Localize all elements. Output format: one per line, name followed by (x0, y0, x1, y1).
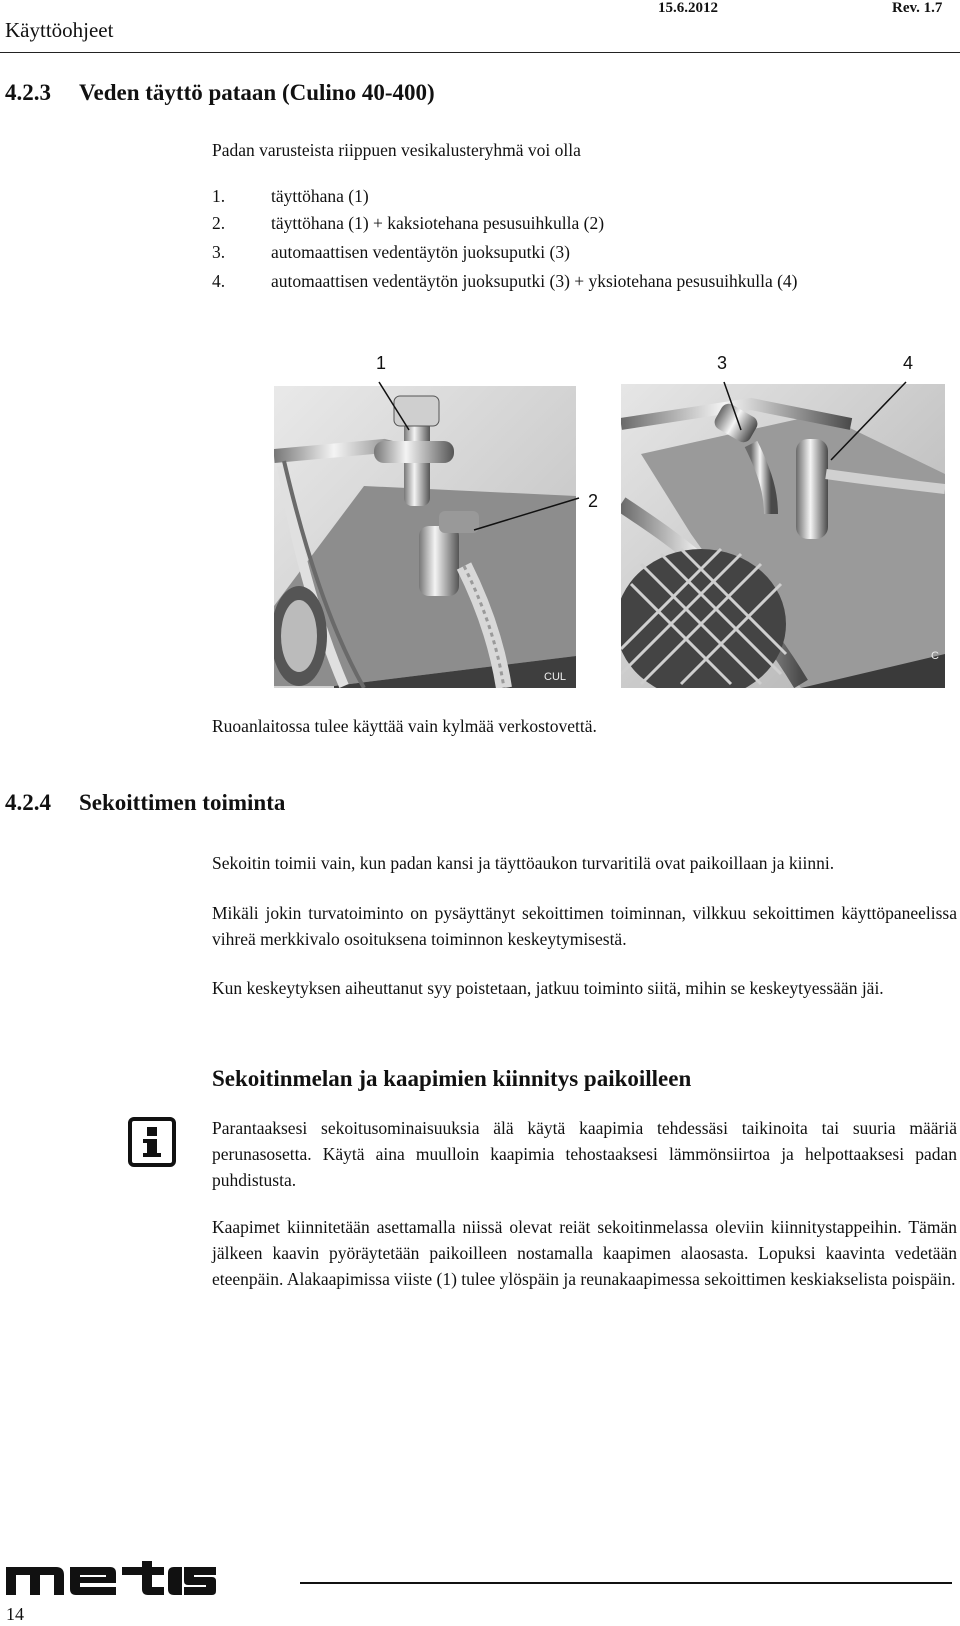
callout-leader-lines-right (621, 360, 960, 470)
section-intro: Padan varusteista riippuen vesikalusteryhmä voi olla (212, 140, 581, 160)
subsection-heading: Sekoitinmelan ja kaapimien kiinnitys paikoilleen (212, 1066, 692, 1091)
section-number: 4.2.3 (5, 80, 51, 105)
paragraph: Kaapimet kiinnitetään asettamalla niissä olevat reiät sekoitinmelassa oleviin kiinnitystappeihin. Tämän jälkeen kaavin pyöräytetään paikoilleen nostamalla kaapimen alaosasta. Lopuksi kaavinta vedetään eteenpäin. Alakaapimissa viiste (1) tulee ylöspäin ja reunakaapimessa sekoittimen keskiakselista poispäin. (212, 1217, 957, 1289)
document-revision: Rev. 1.7 (892, 0, 943, 16)
callout-label: 2 (588, 491, 599, 511)
callout-leader-lines (274, 360, 614, 560)
paragraph: Mikäli jokin turvatoiminto on pysäyttänyt sekoittimen toiminnan, vilkkuu sekoittimen käyttöpaneelissa vihreä merkkivalo osoituksena toiminnon keskeytymisestä. (212, 903, 957, 949)
paragraph: Parantaaksesi sekoitusominaisuuksia älä käytä kaapimia tehdessäsi taikinoita tai suuria määriä perunasosetta. Käytä aina muulloin kaapimia tehostaaksesi lämmönsiirtoa ja helpottaaksesi padan puhdistusta. (212, 1118, 957, 1190)
metos-logo-mark (4, 1561, 216, 1597)
page-number: 14 (6, 1604, 24, 1624)
paragraph: Kun keskeytyksen aiheuttanut syy poistetaan, jatkuu toiminto siitä, mihin se keskeytyessään jäi. (212, 978, 884, 998)
photo-text: CUL (544, 671, 567, 683)
figure-note: Ruoanlaitossa tulee käyttää vain kylmää verkostovettä. (212, 716, 597, 736)
header-divider (0, 52, 960, 53)
section-title: Veden täyttö pataan (Culino 40-400) (79, 80, 435, 105)
callout-label: 1 (376, 353, 387, 373)
list-number: 2. (212, 213, 226, 233)
list-number: 4. (212, 271, 226, 291)
document-title: Käyttöohjeet (5, 18, 114, 42)
section-title: Sekoittimen toiminta (79, 790, 286, 815)
document-date: 15.6.2012 (658, 0, 718, 16)
footer-divider (300, 1582, 952, 1584)
callout-label: 3 (717, 353, 728, 373)
list-number: 3. (212, 242, 226, 262)
section-heading-4-2-3 (5, 80, 435, 106)
list-text: automaattisen vedentäytön juoksuputki (3) (271, 242, 570, 262)
section-heading-4-2-4 (5, 790, 285, 816)
callout-label: 4 (903, 353, 914, 373)
photo-text: C (931, 650, 939, 662)
list-number: 1. (212, 186, 226, 206)
list-text: täyttöhana (1) (271, 186, 369, 206)
list-text: automaattisen vedentäytön juoksuputki (3) + yksiotehana pesusuihkulla (4) (271, 271, 798, 291)
info-icon (128, 1117, 176, 1167)
list-text: täyttöhana (1) + kaksiotehana pesusuihkulla (2) (271, 213, 605, 233)
section-number: 4.2.4 (5, 790, 51, 815)
paragraph: Sekoitin toimii vain, kun padan kansi ja täyttöaukon turvaritilä ovat paikoillaan ja kiinni. (212, 853, 835, 873)
metos-logo (4, 1561, 216, 1597)
